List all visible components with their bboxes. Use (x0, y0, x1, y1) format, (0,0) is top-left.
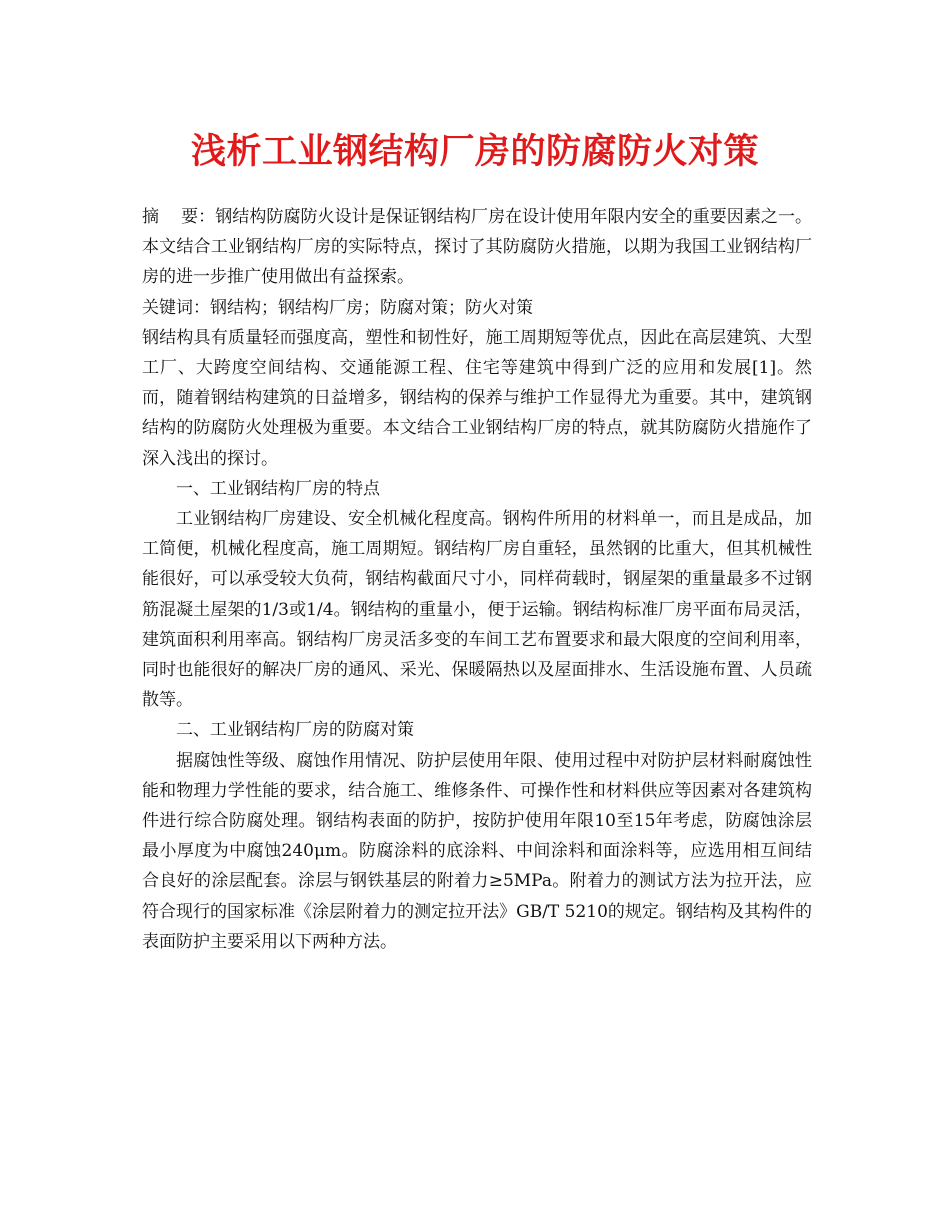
abstract-label-2: 要： (181, 207, 216, 227)
document-title: 浅析工业钢结构厂房的防腐防火对策 (190, 132, 759, 172)
section-1-paragraph: 工业钢结构厂房建设、安全机械化程度高。钢构件所用的材料单一，而且是成品，加工简便，机械化程度高，施工周期短。钢结构厂房自重轻，虽然钢的比重大，但其机械性能很好，可以承受较大负荷，钢结构截面尺寸小，同样荷载时，钢屋架的重量最多不过钢筋混凝土屋架的1/3或1/4。钢结构的重量小，便于运输。钢结构标准厂房平面布局灵活，建筑面积利用率高。钢结构厂房灵活多变的车间工艺布置要求和最大限度的空间利用率，同时也能很好的解决厂房的通风、采光、保暖隔热以及屋面排水、生活设施布置、人员疏散等。 (142, 509, 812, 711)
document-body (142, 202, 812, 957)
keywords-paragraph: 关键词：钢结构；钢结构厂房；防腐对策；防火对策 (142, 297, 533, 318)
section-2-heading: 二、工业钢结构厂房的防腐对策 (176, 720, 414, 741)
section-2-paragraph: 据腐蚀性等级、腐蚀作用情况、防护层使用年限、使用过程中对防护层材料耐腐蚀性能和物理力学性能的要求，结合施工、维修条件、可操作性和材料供应等因素对各建筑构件进行综合防腐处理。钢结构表面的防护，按防护使用年限10至15年考虑，防腐蚀涂层最小厚度为中腐蚀240μm。防腐涂料的底涂料、中间涂料和面涂料等，应选用相互间结合良好的涂层配套。涂层与钢铁基层的附着力≥5MPa。附着力的测试方法为拉开法，应符合现行的国家标准《涂层附着力的测定拉开法》GB/T 5210的规定。钢结构及其构件的表面防护主要采用以下两种方法。 (142, 750, 812, 952)
intro-paragraph: 钢结构具有质量轻而强度高，塑性和韧性好，施工周期短等优点，因此在高层建筑、大型工厂、大跨度空间结构、交通能源工程、住宅等建筑中得到广泛的应用和发展[1]。然而，随着钢结构建筑的日益增多，钢结构的保养与维护工作显得尤为重要。其中，建筑钢结构的防腐防火处理极为重要。本文结合工业钢结构厂房的特点，就其防腐防火措施作了深入浅出的探讨。 (142, 327, 812, 469)
section-1-heading: 一、工业钢结构厂房的特点 (176, 478, 380, 499)
abstract-paragraph (142, 202, 812, 293)
abstract-text: 钢结构防腐防火设计是保证钢结构厂房在设计使用年限内安全的重要因素之一。本文结合工业钢结构厂房的实际特点，探讨了其防腐防火措施，以期为我国工业钢结构厂房的进一步推广使用做出有益探索。 (142, 207, 813, 288)
abstract-label-1: 摘 (142, 207, 160, 227)
